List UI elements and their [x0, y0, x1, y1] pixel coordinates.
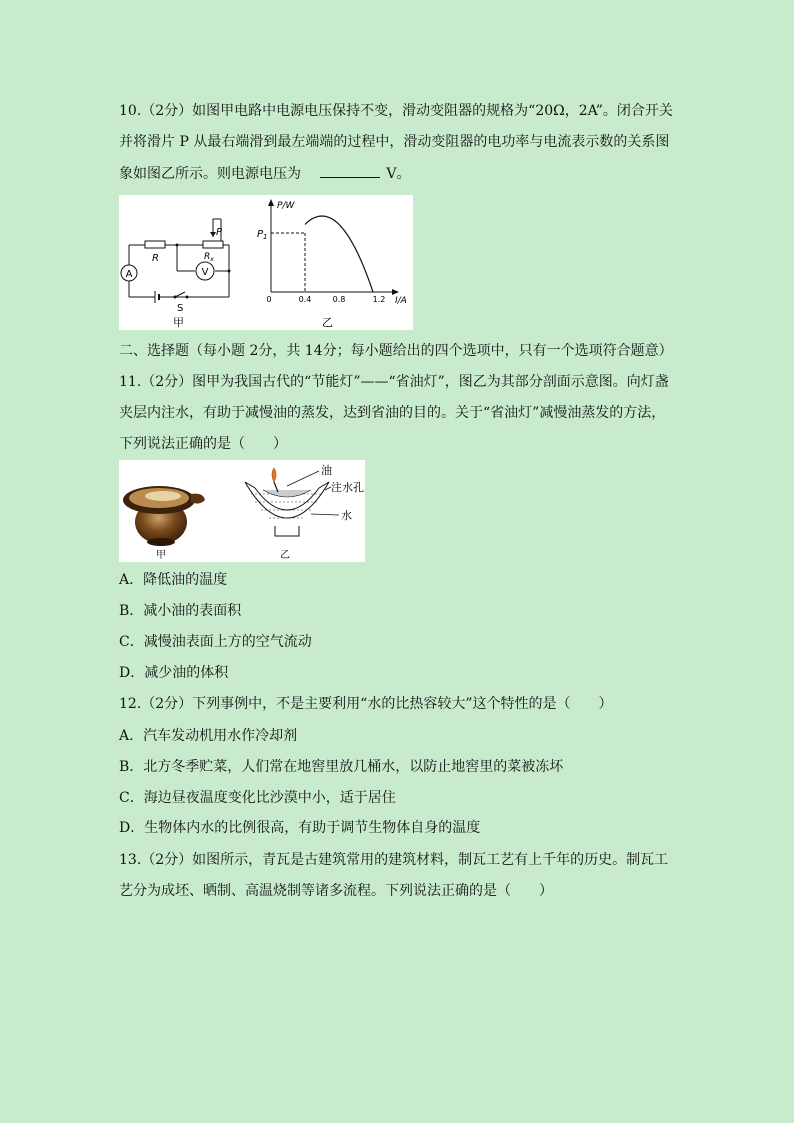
q11-line-3: 下列说法正确的是（ ）: [119, 436, 287, 452]
ammeter-label: A: [125, 269, 133, 280]
water-label: 水: [341, 509, 352, 522]
q11-figure-svg: [119, 460, 365, 562]
circuit-diagram: [129, 219, 229, 297]
flame-icon: [272, 468, 276, 482]
oil-surface: [263, 490, 311, 497]
q10-unit: V。: [386, 166, 411, 182]
switch-label: S: [177, 303, 184, 314]
q13-line-1: 13.（2分）如图所示，青瓦是古建筑常用的建筑材料，制瓦工艺有上千年的历史。制瓦工: [119, 852, 669, 868]
switch-symbol: [175, 292, 185, 297]
graph-p1-label: $P_1$: [257, 229, 268, 241]
diagram-caption: 乙: [280, 550, 290, 561]
q10-line-2: 并将滑片 P 从最右端滑到最左端端的过程中，滑动变阻器的电功率与电流表示数的关系图: [119, 134, 670, 150]
resistor-label: R: [152, 253, 159, 264]
q11-option-a[interactable]: A．降低油的温度: [119, 572, 228, 588]
section2-heading: 二、选择题（每小题 2分，共 14分；每小题给出的四个选项中，只有一个选项符合题意）: [119, 343, 673, 359]
q10-figure: [119, 195, 413, 330]
q10-line-3-text: 象如图乙所示。则电源电压为: [119, 166, 301, 182]
photo-caption: 甲: [156, 550, 166, 561]
q12-option-d[interactable]: D．生物体内水的比例很高，有助于调节生物体自身的温度: [119, 820, 481, 836]
q11-option-d[interactable]: D．减少油的体积: [119, 665, 229, 681]
q12-option-c[interactable]: C．海边昼夜温度变化比沙漠中小，适于居住: [119, 790, 396, 806]
q10-figure-svg: [119, 195, 413, 330]
voltmeter-label: V: [201, 267, 209, 278]
rheostat-Rx: [203, 241, 223, 248]
q13-line-2: 艺分为成坯、晒制、高温烧制等诸多流程。下列说法正确的是（ ）: [119, 883, 553, 899]
q10-line-1: 10.（2分）如图甲电路中电源电压保持不变，滑动变阻器的规格为“20Ω，2A”。闭合开关: [119, 103, 673, 119]
q11-option-b[interactable]: B．减小油的表面积: [119, 603, 242, 619]
q11-option-c[interactable]: C．减慢油表面上方的空气流动: [119, 634, 312, 650]
oil-label: 油: [321, 464, 332, 477]
graph-ylabel: P/W: [277, 201, 295, 211]
rheostat-label: $R_x$: [204, 252, 214, 263]
water-hatch: [251, 494, 323, 518]
graph-tick-0: 0: [266, 295, 272, 304]
q12-option-a[interactable]: A．汽车发动机用水作冷却剂: [119, 728, 298, 744]
resistor-R: [145, 241, 165, 248]
slider-label: P: [216, 227, 223, 238]
q11-line-2: 夹层内注水，有助于减慢油的蒸发，达到省油的目的。关于“省油灯”减慢油蒸发的方法，: [119, 405, 666, 421]
oil-lamp-photo: [123, 486, 205, 546]
q11-line-1: 11.（2分）图甲为我国古代的“节能灯”——“省油灯”，图乙为其部分剖面示意图。向灯盏: [119, 374, 669, 390]
q12-option-b[interactable]: B．北方冬季贮菜，人们常在地窖里放几桶水，以防止地窖里的菜被冻坏: [119, 759, 564, 775]
power-current-graph: [268, 199, 399, 295]
answer-blank[interactable]: [320, 163, 380, 178]
circuit-caption: 甲: [173, 316, 184, 329]
power-curve: [305, 216, 373, 292]
graph-tick-1.2: 1.2: [372, 295, 386, 304]
graph-xlabel: I/A: [395, 296, 407, 306]
graph-tick-0.8: 0.8: [332, 295, 346, 304]
hole-label: 注水孔: [331, 481, 364, 494]
q11-figure: [119, 460, 365, 562]
graph-tick-0.4: 0.4: [298, 295, 312, 304]
q12-stem: 12.（2分）下列事例中，不是主要利用“水的比热容较大”这个特性的是（ ）: [119, 696, 613, 712]
q10-line-3: [119, 163, 410, 184]
graph-caption: 乙: [322, 316, 333, 329]
